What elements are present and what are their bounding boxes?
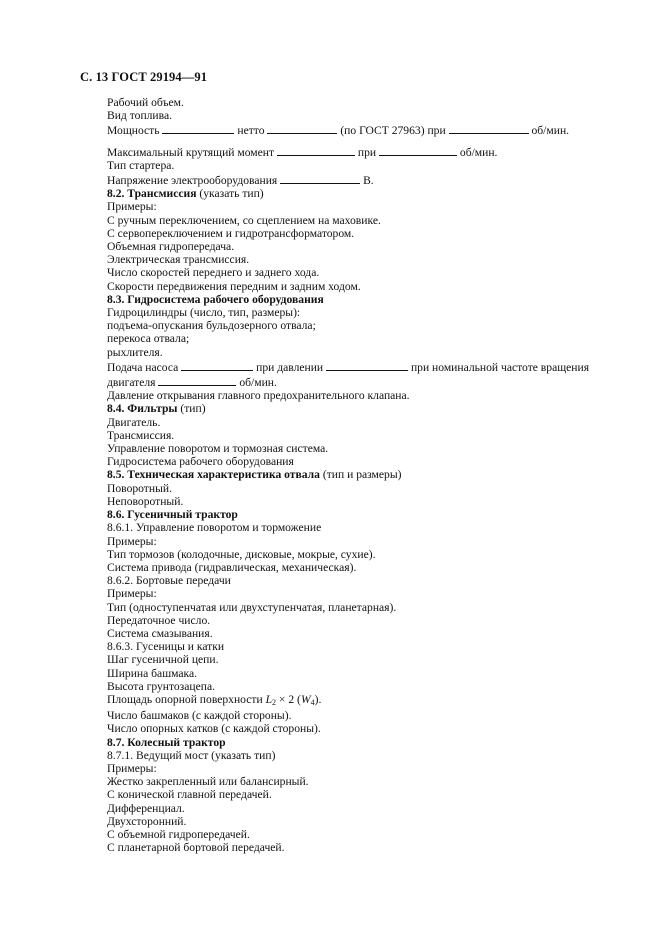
engine-voltage-line: Напряжение электрооборудования В. [107,174,374,188]
section-8-3-heading: 8.3. Гидросистема рабочего оборудования [107,292,324,306]
blank-field [158,374,236,386]
list-item: Шаг гусеничной цепи. [107,653,219,667]
blank-field [267,122,337,134]
list-item: Гидросистема рабочего оборудования [107,455,294,469]
engine-starter: Тип стартера. [107,158,175,172]
subsection-8-6-2-title: 8.6.2. Бортовые передачи [107,574,231,588]
engine-torque-line: Максимальный крутящий момент при об/мин. [107,145,498,159]
list-item: Тип (одноступенчатая или двухступенчатая, планетарная). [107,600,397,614]
list-item: Ширина башмака. [107,666,198,680]
pump-line-cont: двигателя об/мин. [107,376,277,390]
subsection-8-7-1-title: 8.7.1. Ведущий мост (указать тип) [107,748,276,762]
list-item: Двухсторонний. [107,814,187,828]
section-8-7-heading: 8.7. Колесный трактор [107,735,226,749]
list-item: Трансмиссия. [107,428,175,442]
list-item: Система привода (гидравлическая, механическая). [107,560,357,574]
blank-field [449,122,529,134]
list-item: С планетарной бортовой передачей. [107,841,285,855]
list-item: Гидроцилиндры (число, тип, размеры): [107,306,301,320]
list-item: С объемной гидропередачей. [107,827,250,841]
engine-displacement: Рабочий объем. [107,96,184,109]
support-area-formula: Площадь опорной поверхности $L_2 \times 2$ $(W_4)$. [107,692,322,707]
list-item: Поворотный. [107,481,172,495]
blank-field [181,359,253,371]
section-8-2-examples: Примеры: [107,200,157,214]
list-item: Система смазывания. [107,626,213,640]
list-item: Объемная гидропередача. [107,240,235,254]
list-item: Число скоростей переднего и заднего хода. [107,266,320,280]
relief-valve-pressure: Давление открывания главного предохранительного клапана. [107,389,410,403]
list-item: Примеры: [107,534,157,548]
list-item: Жестко закрепленный или балансирный. [107,775,309,789]
list-item: С конической главной передачей. [107,788,272,802]
section-8-4-heading: 8.4. Фильтры (тип) [107,402,206,416]
list-item: подъема-опускания бульдозерного отвала; [107,319,316,333]
list-item: Число опорных катков (с каждой стороны). [107,722,321,736]
blank-field [277,144,355,156]
subsection-8-6-3-title: 8.6.3. Гусеницы и катки [107,640,225,654]
engine-fuel-type: Вид топлива. [107,109,173,123]
list-item: Примеры: [107,587,157,601]
subsection-8-6-1-title: 8.6.1. Управление поворотом и торможение [107,521,322,535]
list-item: С ручным переключением, со сцеплением на маховике. [107,213,381,227]
list-item: рыхлителя. [107,345,163,359]
section-8-2-heading: 8.2. Трансмиссия (указать тип) [107,187,264,201]
list-item: перекоса отвала; [107,332,190,346]
blank-field [379,144,457,156]
list-item: Неповоротный. [107,494,184,508]
list-item: Дифференциал. [107,801,185,815]
list-item: Число башмаков (с каждой стороны). [107,709,292,723]
list-item: Примеры: [107,761,157,775]
document-body [107,96,627,854]
blank-field [326,359,408,371]
section-8-5-heading: 8.5. Техническая характеристика отвала (тип и размеры) [107,468,402,482]
blank-field [280,172,360,184]
list-item: Двигатель. [107,415,161,429]
list-item: Передаточное число. [107,613,211,627]
list-item: Скорости передвижения передним и задним ходом. [107,279,361,293]
list-item: Высота грунтозацепа. [107,679,216,693]
list-item: С сервопереключением и гидротрансформатором. [107,226,355,240]
pump-line: Подача насоса при давлении при номинальной частоте вращения [107,360,590,374]
list-item: Тип тормозов (колодочные, дисковые, мокрые, сухие). [107,547,376,561]
section-8-6-heading: 8.6. Гусеничный трактор [107,508,238,522]
blank-field [162,122,234,134]
page-header: С. 13 ГОСТ 29194—91 [80,70,208,84]
list-item: Электрическая трансмиссия. [107,253,250,267]
engine-power-line: Мощность нетто (по ГОСТ 27963) при об/мин. [107,124,570,138]
list-item: Управление поворотом и тормозная система. [107,442,329,456]
